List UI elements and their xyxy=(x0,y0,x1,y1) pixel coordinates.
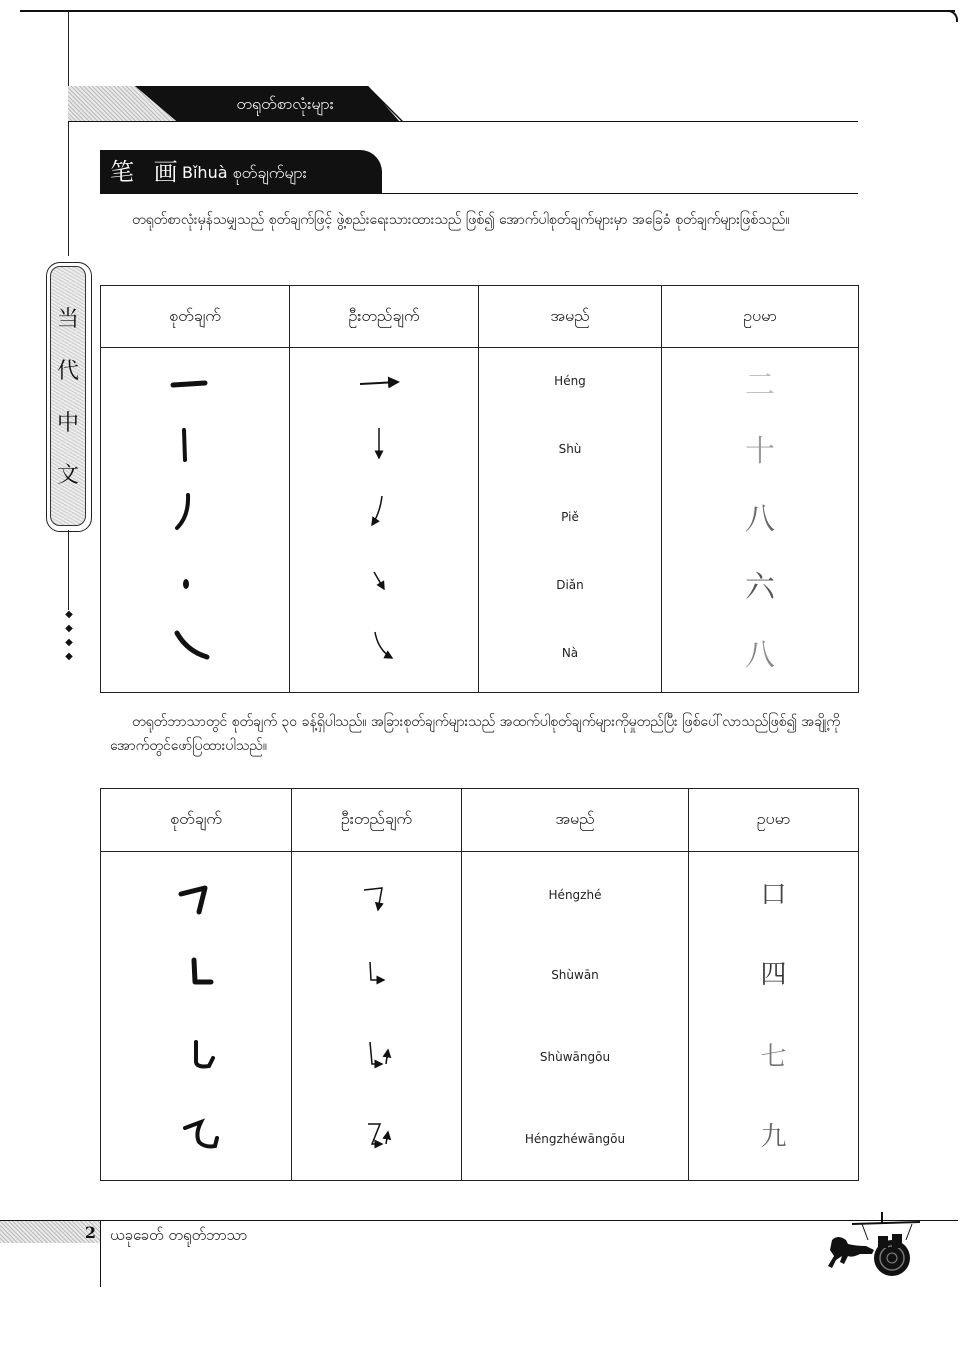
example-character: 七 xyxy=(760,1042,787,1072)
section-heading-myanmar: စုတ်ချက်များ xyxy=(232,163,307,182)
side-label-char: 当 xyxy=(56,307,79,332)
column-header-example: ဥပမာ xyxy=(662,286,859,348)
left-margin-line-lower xyxy=(68,530,69,610)
stroke-name: Shùwān xyxy=(551,968,599,982)
book-title: ယခုခေတ် တရုတ်ဘာသာ xyxy=(110,1226,248,1244)
footer-divider xyxy=(100,1221,101,1287)
top-border-rule xyxy=(20,10,955,12)
stroke-name: Shùwāngōu xyxy=(539,1050,611,1064)
stroke-name: Piě xyxy=(561,510,579,524)
stroke-name: Diǎn xyxy=(556,578,584,592)
direction-arrows-icon xyxy=(290,348,479,688)
stroke-column xyxy=(101,348,290,693)
left-margin-line xyxy=(68,12,69,256)
section-heading-text xyxy=(182,158,307,188)
example-character: 十 xyxy=(745,434,775,469)
compound-strokes-table xyxy=(100,788,859,1181)
stroke-name: Héng xyxy=(554,374,586,388)
chariot-logo-icon xyxy=(812,1210,922,1280)
example-character: 口 xyxy=(760,880,787,910)
table-header-row xyxy=(101,789,859,852)
side-label-char: 中 xyxy=(56,411,79,436)
stroke-column xyxy=(101,852,292,1181)
column-header-name: အမည် xyxy=(479,286,662,348)
example-character: 八 xyxy=(745,502,775,537)
direction-arrows-icon xyxy=(292,852,462,1176)
name-column xyxy=(479,348,662,693)
side-label-char: 代 xyxy=(56,359,79,384)
column-header-direction: ဦးတည်ချက် xyxy=(290,286,479,348)
basic-strokes-table xyxy=(100,285,859,693)
table-body-row xyxy=(101,348,859,693)
direction-column xyxy=(292,852,462,1181)
stroke-glyphs-icon xyxy=(101,852,292,1176)
example-column xyxy=(689,852,859,1181)
second-paragraph: တရုတ်ဘာသာတွင် စုတ်ချက် ၃၀ ခန့်ရှိပါသည်။ အခြားစုတ်ချက်များသည် အထက်ပါစုတ်ချက်များကိုမှုတည်ပြီး ဖြစ်ပေါ်လာသည်ဖြစ်၍ အချို့ကို အောက်တွင်ဖော်ပြထားပါသည်။ xyxy=(110,714,841,754)
example-character: 九 xyxy=(760,1122,787,1152)
chapter-title: တရုတ်စာလုံးများ xyxy=(236,94,334,113)
column-header-name: အမည် xyxy=(462,789,689,852)
stroke-name: Nà xyxy=(561,646,579,660)
column-header-stroke: စုတ်ချက် xyxy=(101,286,290,348)
diamond-ornament-icon: ◆ ◆ ◆ ◆ xyxy=(65,609,73,662)
example-character: 四 xyxy=(760,960,787,990)
side-label-char: 文 xyxy=(56,463,79,488)
example-character: 六 xyxy=(745,570,775,605)
direction-column xyxy=(290,348,479,693)
stroke-name: Shù xyxy=(558,442,582,456)
page-number: 2 xyxy=(84,1223,96,1242)
column-header-direction: ဦးတည်ချက် xyxy=(292,789,462,852)
section-heading-chinese: 笔 画 xyxy=(110,158,184,186)
section-rule xyxy=(100,193,858,194)
stroke-name: Héngzhé xyxy=(548,888,602,902)
stroke-name: Héngzhéwāngōu xyxy=(524,1132,626,1146)
table-header-row xyxy=(101,286,859,348)
example-column xyxy=(662,348,859,693)
name-column xyxy=(462,852,689,1181)
example-character: 二 xyxy=(745,368,775,403)
column-header-stroke: စုတ်ချက် xyxy=(101,789,292,852)
stroke-glyphs-icon xyxy=(101,348,290,688)
intro-paragraph: တရုတ်စာလုံးမှန်သမျှသည် စုတ်ချက်ဖြင့် ဖွဲ့စည်းရေးသားထားသည် ဖြစ်၍ အောက်ပါစုတ်ချက်များမှာ အခြေခံ စုတ်ချက်များဖြစ်သည်။ xyxy=(132,212,790,228)
example-character: 八 xyxy=(745,638,775,673)
header-rule xyxy=(68,121,858,122)
section-heading-pinyin: Bǐhuà xyxy=(182,163,228,182)
table-body-row xyxy=(101,852,859,1181)
column-header-example: ဥပမာ xyxy=(689,789,859,852)
top-border-corner xyxy=(946,10,958,22)
